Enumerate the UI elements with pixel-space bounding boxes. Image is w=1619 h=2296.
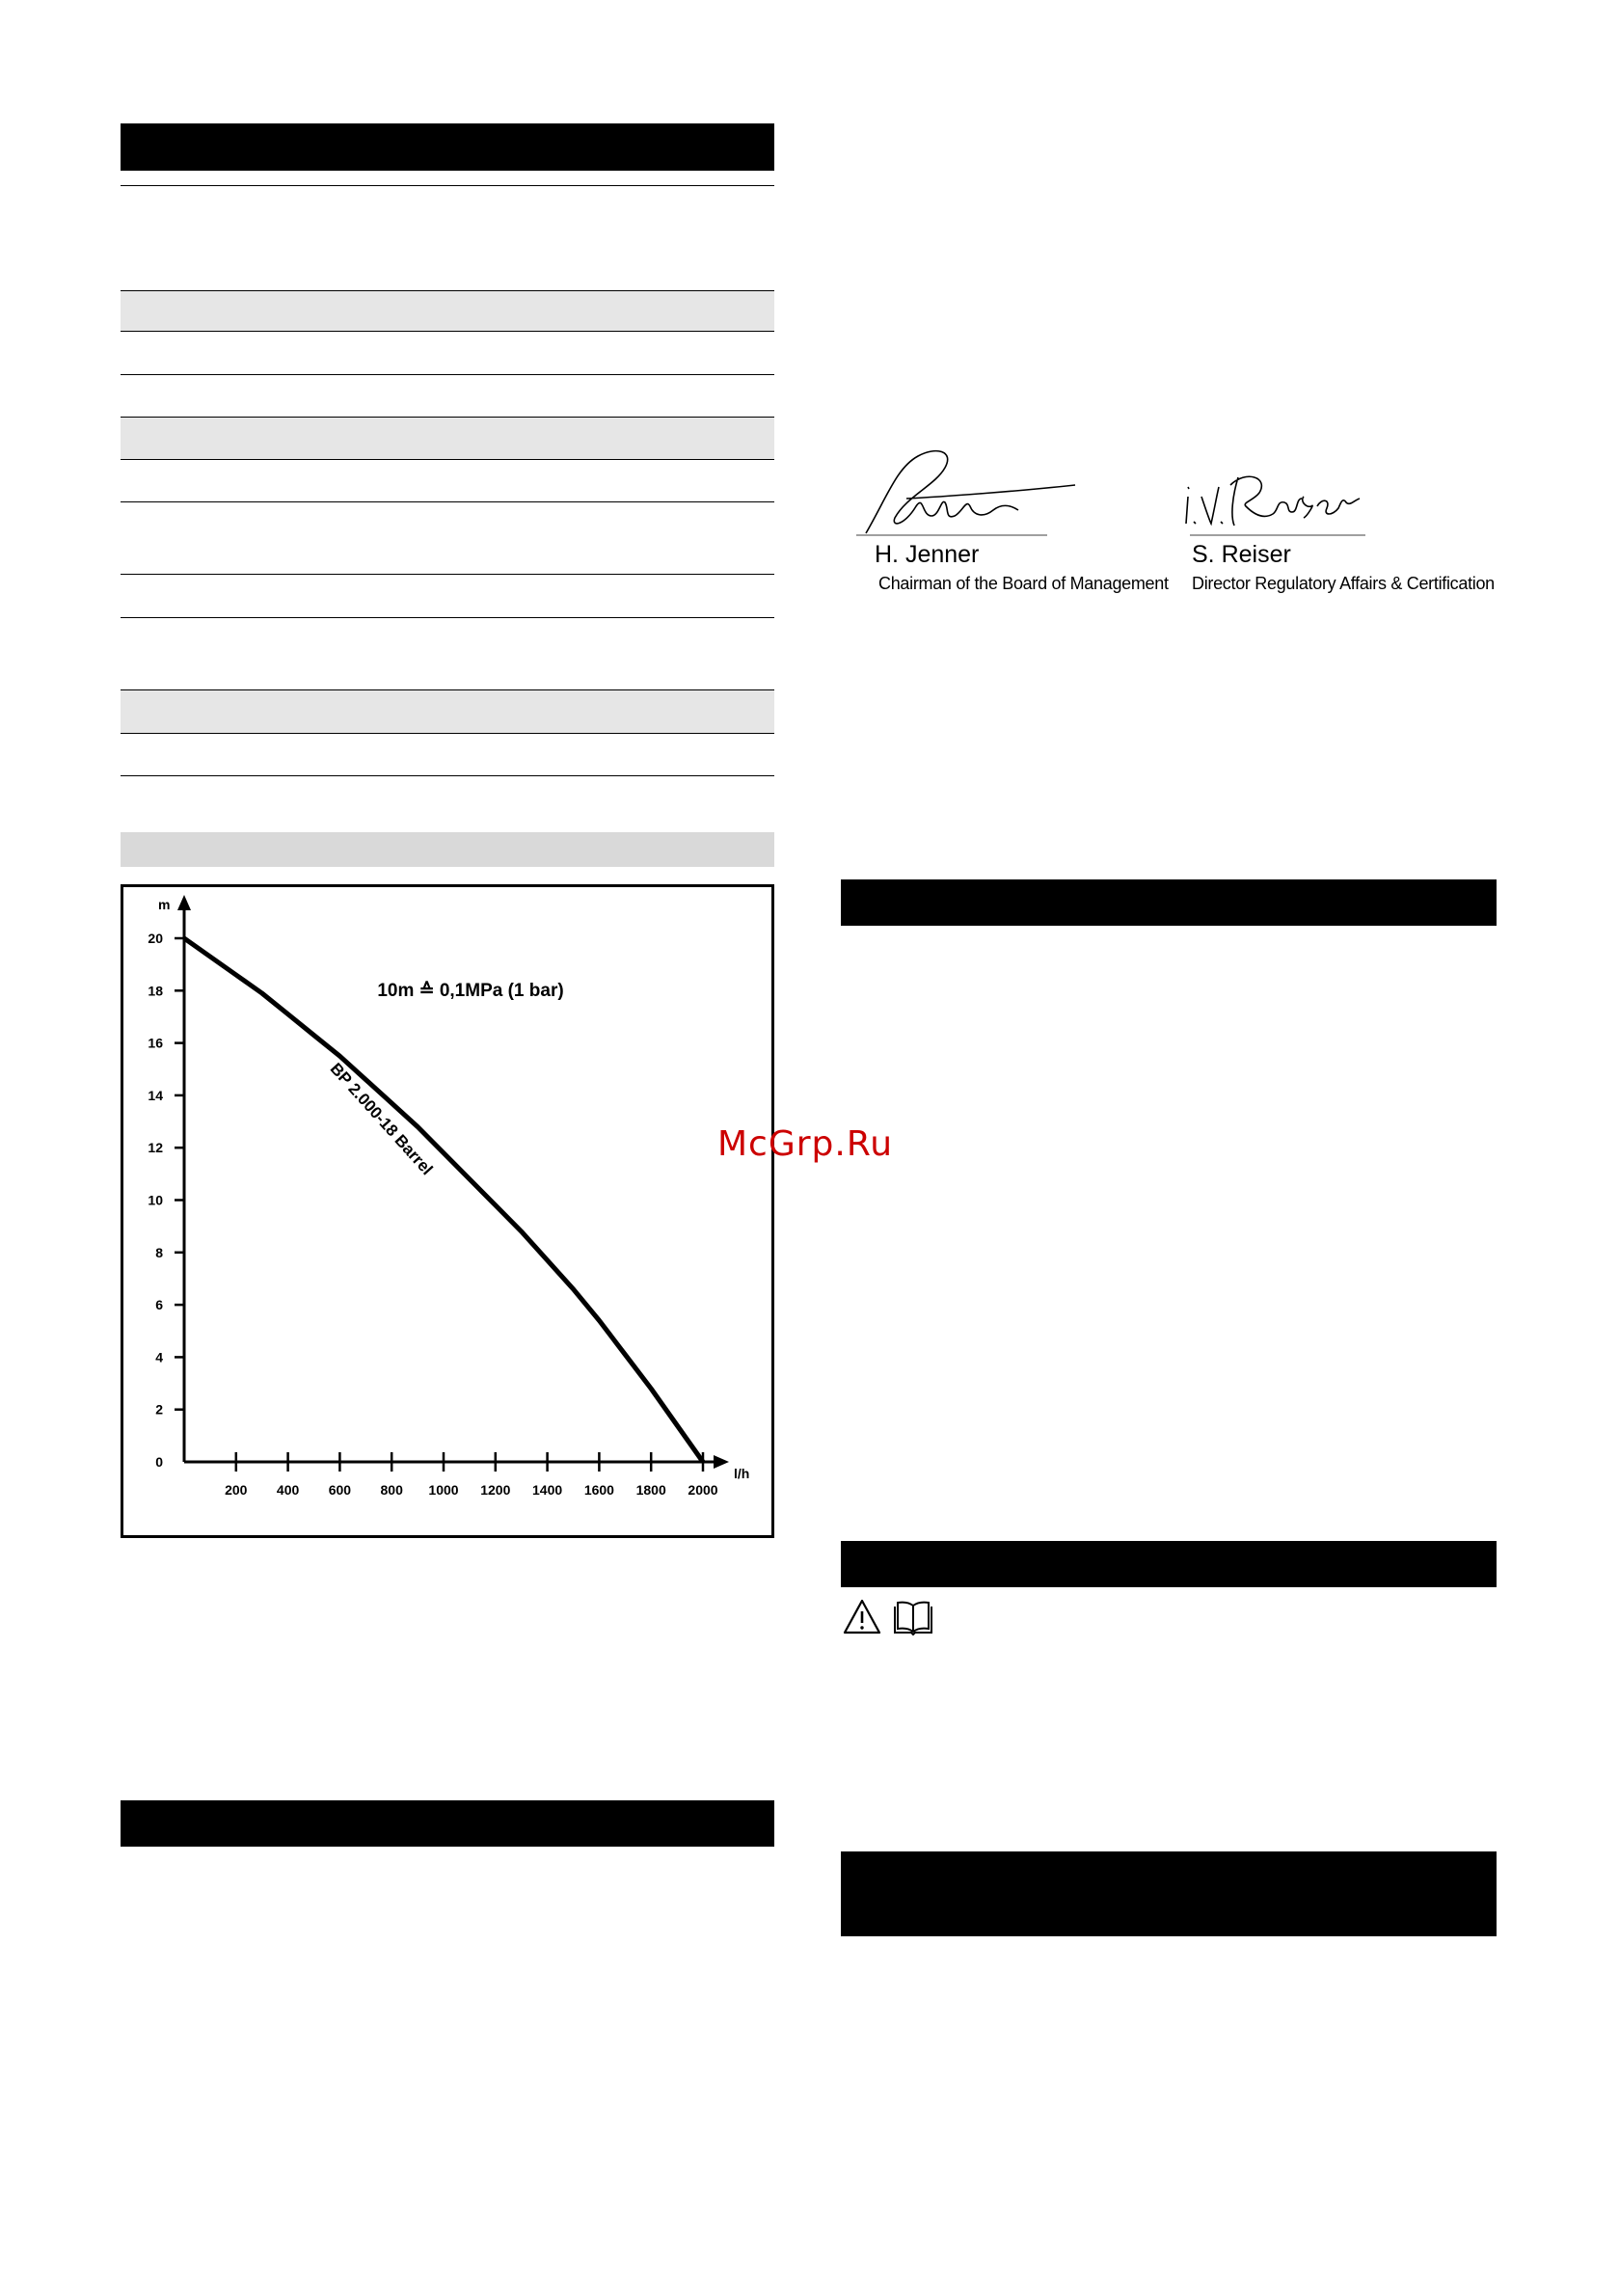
x-tick-label: 1200 [480, 1482, 511, 1498]
manual-book-icon [892, 1597, 932, 1637]
y-tick-label: 2 [155, 1401, 163, 1418]
y-tick-label: 16 [148, 1035, 163, 1051]
y-axis-arrow [177, 895, 191, 910]
x-tick-label: 2000 [688, 1482, 718, 1498]
x-tick-label: 200 [225, 1482, 248, 1498]
x-tick-label: 1400 [532, 1482, 563, 1498]
chart-annotation: 10m ≙ 0,1MPa (1 bar) [377, 981, 564, 1001]
signature-block-1 [849, 439, 1169, 612]
section-header-bar-1 [121, 123, 774, 171]
y-tick-label: 4 [155, 1349, 163, 1365]
table-row-divider [121, 459, 774, 460]
y-tick-label: 6 [155, 1297, 163, 1313]
x-tick-label: 800 [380, 1482, 403, 1498]
x-tick-label: 1000 [428, 1482, 459, 1498]
table-group-header-1 [121, 290, 774, 332]
x-tick-label: 1600 [583, 1482, 614, 1498]
curve-label: BP 2.000-18 Barrel [326, 1059, 437, 1179]
table-row-divider [121, 374, 774, 375]
chart-section-header [121, 832, 774, 867]
table-row-divider [121, 331, 774, 332]
table-row-divider [121, 501, 774, 502]
x-tick-label: 1800 [635, 1482, 666, 1498]
y-tick-label: 18 [148, 983, 163, 999]
table-row-divider [121, 733, 774, 734]
warning-triangle-icon [842, 1597, 882, 1637]
y-tick-label: 20 [148, 931, 163, 946]
pump-performance-chart [121, 884, 774, 1538]
x-axis-label: l/h [734, 1466, 750, 1481]
y-tick-label: 8 [155, 1244, 163, 1260]
signature-jenner [849, 439, 1080, 545]
signer-name: H. Jenner [875, 541, 980, 568]
x-axis-arrow [714, 1455, 729, 1469]
y-tick-label: 0 [155, 1454, 163, 1470]
x-tick-label: 600 [328, 1482, 352, 1498]
x-tick-label: 400 [276, 1482, 300, 1498]
signer-role: Director Regulatory Affairs & Certification [1192, 574, 1495, 593]
divider [121, 185, 774, 186]
data-line [184, 938, 703, 1462]
signer-name: S. Reiser [1192, 541, 1291, 568]
y-axis-label: m [158, 897, 171, 912]
table-group-header-3 [121, 689, 774, 733]
chart-svg [123, 887, 771, 1535]
section-header-bar-2 [121, 1800, 774, 1847]
watermark-text: McGrp.Ru [717, 1124, 894, 1164]
table-row-divider [121, 574, 774, 575]
y-tick-label: 14 [148, 1087, 163, 1103]
signer-role: Chairman of the Board of Management [878, 574, 1169, 593]
table-row-divider [121, 617, 774, 618]
table-group-header-2 [121, 417, 774, 459]
table-row-divider [121, 775, 774, 776]
section-header-bar-3 [841, 879, 1497, 926]
section-header-bar-4 [841, 1541, 1497, 1587]
signature-reiser [1176, 439, 1389, 545]
signature-block-2 [1176, 439, 1495, 612]
y-tick-label: 12 [148, 1140, 163, 1156]
y-tick-label: 10 [148, 1192, 163, 1208]
section-header-bar-5 [841, 1851, 1497, 1936]
